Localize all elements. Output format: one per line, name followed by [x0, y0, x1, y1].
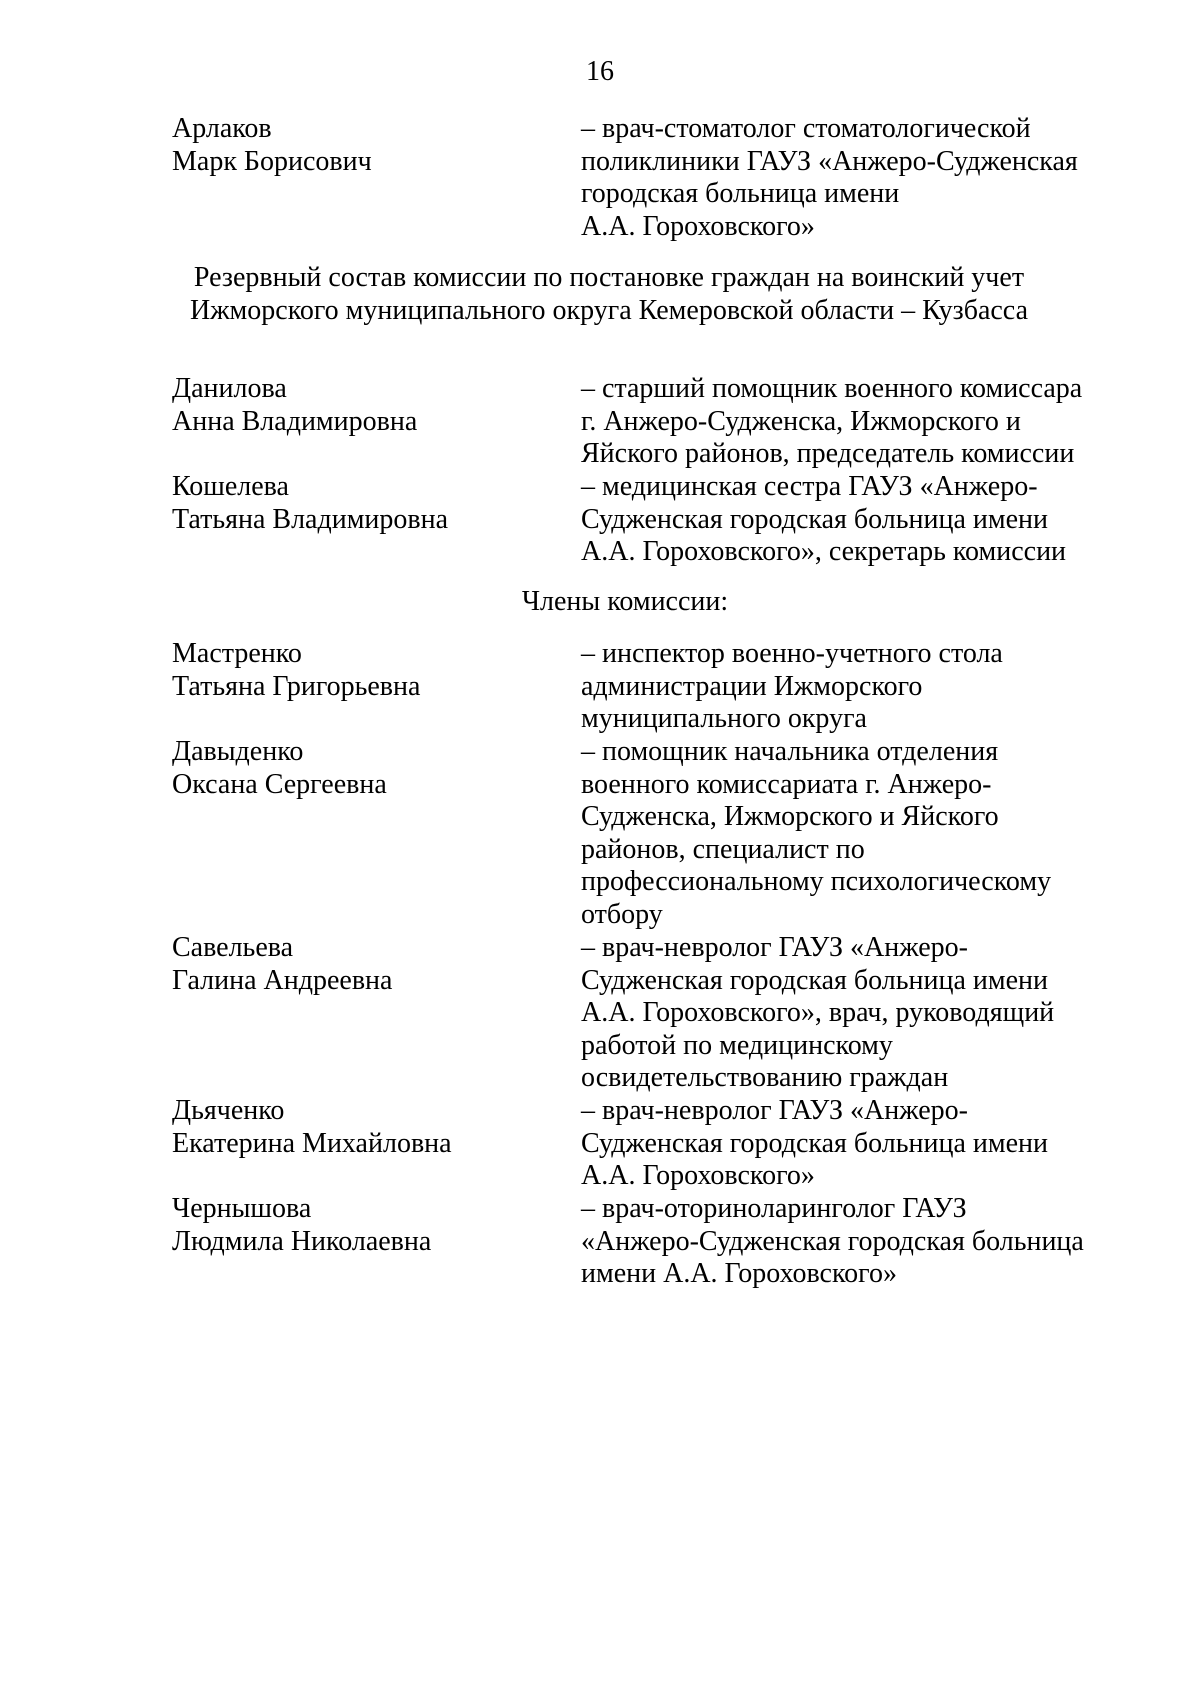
- position-line: – врач-стоматолог стоматологической: [581, 113, 1031, 144]
- person-surname: Дьяченко: [172, 1095, 285, 1126]
- person-surname: Чернышова: [172, 1193, 312, 1224]
- position-line: военного комиссариата г. Анжеро-: [581, 768, 992, 800]
- person-position: [581, 471, 1141, 569]
- person-position: [581, 113, 1141, 243]
- position-line: профессиональному психологическому: [581, 866, 1052, 897]
- position-line: муниципального округа: [581, 703, 867, 734]
- position-line: – врач-невролог ГАУЗ «Анжеро-: [581, 1095, 968, 1126]
- position-line: – врач-невролог ГАУЗ «Анжеро-: [581, 932, 968, 963]
- reserve-commission-heading: [0, 262, 1200, 327]
- position-line: Судженска, Ижморского и Яйского: [581, 801, 999, 832]
- person-given-names: Марк Борисович: [172, 145, 372, 177]
- person-name: [172, 471, 572, 536]
- person-name: [172, 373, 572, 438]
- person-name: [172, 932, 572, 997]
- position-line: работой по медицинскому: [581, 1029, 893, 1061]
- position-line: – инспектор военно-учетного стола: [581, 638, 1003, 669]
- person-position: [581, 373, 1141, 471]
- person-surname: Данилова: [172, 373, 287, 404]
- position-line: Судженская городская больница имени: [581, 964, 1049, 996]
- person-position: [581, 736, 1141, 931]
- position-line: имени А.А. Гороховского»: [581, 1258, 897, 1289]
- position-line: «Анжеро-Судженская городская больница: [581, 1225, 1084, 1257]
- person-position: [581, 1193, 1141, 1291]
- person-position: [581, 932, 1141, 1095]
- person-given-names: Оксана Сергеевна: [172, 768, 387, 800]
- position-line: районов, специалист по: [581, 833, 865, 865]
- position-line: Судженская городская больница имени: [581, 1127, 1049, 1159]
- position-line: городская больница имени: [581, 178, 900, 209]
- person-given-names: Людмила Николаевна: [172, 1225, 432, 1257]
- heading-line: Члены комиссии:: [521, 586, 729, 617]
- position-line: отбору: [581, 898, 663, 930]
- position-line: А.А. Гороховского»: [581, 210, 815, 242]
- person-given-names: Анна Владимировна: [172, 405, 418, 437]
- heading-line: Ижморского муниципального округа Кемеровской области – Кузбасса: [189, 294, 1029, 326]
- person-surname: Арлаков: [172, 113, 272, 144]
- person-name: [172, 1193, 572, 1258]
- members-heading: [0, 586, 1200, 619]
- person-position: [581, 638, 1141, 736]
- position-line: Судженская городская больница имени: [581, 503, 1049, 535]
- position-line: – старший помощник военного комиссара: [581, 373, 1083, 404]
- position-line: – помощник начальника отделения: [581, 736, 999, 767]
- position-line: администрации Ижморского: [581, 670, 923, 702]
- position-line: – врач-оториноларинголог ГАУЗ: [581, 1193, 967, 1224]
- person-surname: Мастренко: [172, 638, 302, 669]
- position-line: – медицинская сестра ГАУЗ «Анжеро-: [581, 471, 1038, 502]
- position-line: Яйского районов, председатель комиссии: [581, 438, 1075, 469]
- person-given-names: Галина Андреевна: [172, 964, 393, 996]
- position-line: поликлиники ГАУЗ «Анжеро-Судженская: [581, 145, 1078, 177]
- person-given-names: Татьяна Владимировна: [172, 503, 449, 535]
- person-given-names: Татьяна Григорьевна: [172, 670, 421, 702]
- page-number: 16: [586, 56, 614, 87]
- person-name: [172, 113, 572, 178]
- person-surname: Давыденко: [172, 736, 304, 767]
- person-name: [172, 736, 572, 801]
- position-line: А.А. Гороховского»: [581, 1160, 815, 1191]
- position-line: А.А. Гороховского», секретарь комиссии: [581, 536, 1067, 567]
- person-position: [581, 1095, 1141, 1193]
- position-line: г. Анжеро-Судженска, Ижморского и: [581, 405, 1021, 437]
- person-surname: Савельева: [172, 932, 294, 963]
- position-line: освидетельствованию граждан: [581, 1062, 949, 1093]
- person-name: [172, 1095, 572, 1160]
- person-surname: Кошелева: [172, 471, 289, 502]
- person-given-names: Екатерина Михайловна: [172, 1127, 452, 1159]
- position-line: А.А. Гороховского», врач, руководящий: [581, 997, 1055, 1028]
- heading-line: Резервный состав комиссии по постановке граждан на воинский учет: [193, 262, 1025, 293]
- person-name: [172, 638, 572, 703]
